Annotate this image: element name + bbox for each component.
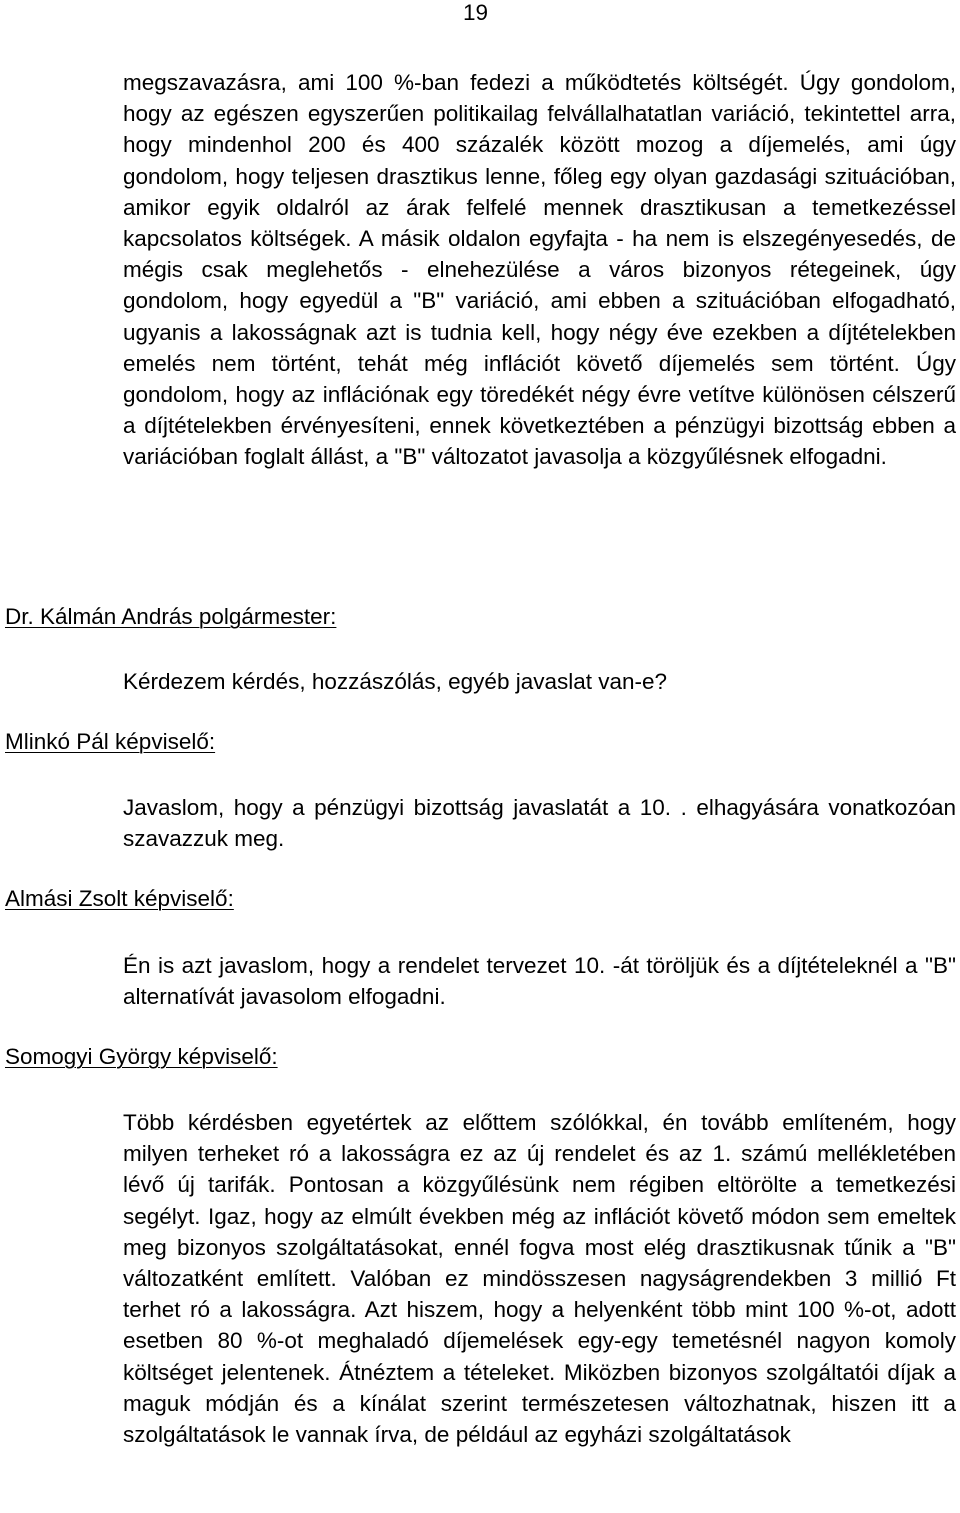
speech-paragraph-4: Én is azt javaslom, hogy a rendelet tervezet 10. -át töröljük és a díjtételeknél a "B" alternatívát javasolom elfogadni.	[123, 953, 956, 1010]
speaker-label-mayor: Dr. Kálmán András polgármester:	[5, 604, 337, 629]
speech-paragraph-3: Javaslom, hogy a pénzügyi bizottság javaslatát a 10. . elhagyására vonatkozóan szavazzuk meg.	[123, 795, 956, 852]
speech-paragraph-1: megszavazásra, ami 100 %-ban fedezi a működtetés költségét. Úgy gondolom, hogy az egészen egyszerűen politikailag felvállalhatatlan variáció, tekintettel arra, hogy mindenhol 200 és 400 százalék között mozog a díjemelés, ami úgy gondolom, hogy teljesen drasztikus lenne, főleg egy olyan gazdasági szituációban, amikor egyik oldalról az árak felfelé mennek drasztikusan a temetkezéssel kapcsolatos költségek. A másik oldalon egyfajta - ha nem is elszegényesedés, de mégis csak meglehetős - elnehezülése a város bizonyos rétegeinek, úgy gondolom, hogy egyedül a "B" variáció, ami ebben a szituációban elfogadható, ugyanis a lakosságnak azt is tudnia kell, hogy négy éve ezekben a díjtételekben emelés nem történt, tehát még inflációt követő díjemelés sem történt. Úgy gondolom, hogy az inflációnak egy töredékét négy évre vetítve különösen célszerű a díjtételekben érvényesíteni, ennek következtében a pénzügyi bizottság ebben a variációban foglalt állást, a "B" változatot javasolja a közgyűlésnek elfogadni.	[123, 70, 956, 470]
speech-paragraph-5: Több kérdésben egyetértek az előttem szólókkal, én tovább említeném, hogy milyen terheket ró a lakosságra ez az új rendelet és az 1. számú mellékletében lévő új tarifák. Pontosan a közgyűlésünk nem régiben eltörölte a temetkezési segélyt. Igaz, hogy az elmúlt években még az inflációt követő módon sem emeltek meg bizonyos szolgáltatásokat, ennél fogva most elég drasztikusnak tűnik a "B" változatként említett. Valóban ez mindösszesen nagyságrendekben 3 millió Ft terhet ró a lakosságra. Azt hiszem, hogy a helyenként több mint 100 %-ot, adott esetben 80 %-ot meghaladó díjemelések egy-egy temetésnél nagyon komoly költséget jelentenek. Átnéztem a tételeket. Miközben bizonyos szolgáltatói díjak a maguk módján és a kínálat szerint természetesen változhatnak, hiszen itt a szolgáltatások le vannak írva, de például az egyházi szolgáltatások	[123, 1110, 956, 1448]
speaker-label-somogyi: Somogyi György képviselő:	[5, 1044, 278, 1069]
speaker-label-almasi: Almási Zsolt képviselő:	[5, 886, 234, 911]
speaker-label-mlinko: Mlinkó Pál képviselő:	[5, 729, 216, 754]
speech-paragraph-2: Kérdezem kérdés, hozzászólás, egyéb javaslat van-e?	[123, 669, 668, 694]
page-number: 19	[463, 0, 489, 25]
